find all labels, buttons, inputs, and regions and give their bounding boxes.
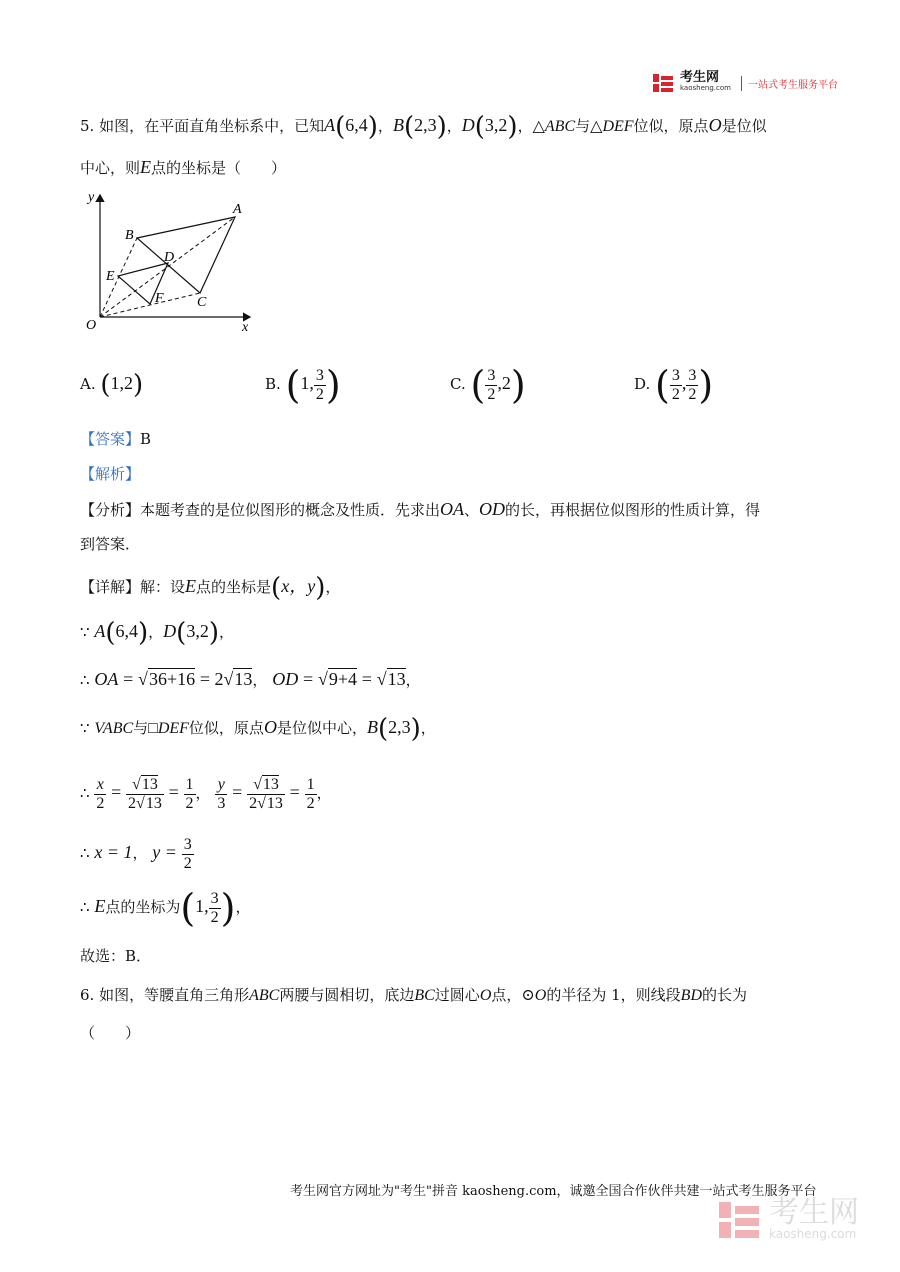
segment-bc: BC: [414, 987, 435, 1004]
answer-line: [80, 428, 151, 450]
sep: ，: [420, 719, 436, 737]
paren: ): [325, 363, 341, 407]
numerator: 3: [183, 835, 192, 853]
paren: (: [176, 618, 187, 648]
paren: (: [180, 886, 196, 930]
sqrt-sign: √: [138, 669, 148, 689]
coord-d: 3,2: [484, 115, 508, 135]
denominator: 2: [183, 854, 192, 872]
point-b: B: [366, 717, 378, 737]
paren: ): [133, 370, 144, 400]
paren: ): [410, 714, 421, 744]
watermark-logo-icon: [717, 1198, 761, 1242]
watermark-text: 考生网: [769, 1195, 859, 1230]
point-e: E: [94, 896, 106, 916]
logo-sub: kaosheng.com: [680, 84, 731, 92]
q5-text: 位似，原点: [633, 117, 709, 135]
denominator: 2: [96, 794, 105, 812]
paren: (: [105, 618, 116, 648]
point-o: O: [708, 115, 722, 135]
option-b[interactable]: [265, 363, 341, 407]
sqrt-sign: √: [376, 669, 387, 689]
equals: =: [289, 782, 300, 802]
step-text: 与: [133, 719, 149, 737]
x-value: x = 1: [94, 842, 133, 862]
fenxi-line1: [80, 498, 760, 521]
label-d: D: [164, 250, 175, 265]
option-label: D.: [634, 375, 651, 393]
q5-text: 与: [575, 117, 591, 135]
point-e: E: [185, 576, 197, 596]
option-label: A.: [80, 375, 96, 393]
point-b: B: [392, 115, 404, 135]
equals: =: [361, 669, 372, 689]
point-a: A: [94, 621, 106, 641]
option-value: 1,2: [110, 373, 134, 393]
because-symbol: ∵: [80, 719, 90, 737]
denominator: 3: [217, 794, 226, 812]
sep: ，: [325, 578, 341, 596]
paren: (: [403, 112, 415, 142]
coef: 2: [128, 794, 137, 812]
label-a: A: [233, 202, 242, 217]
denominator: 2: [306, 794, 315, 812]
paren: ): [315, 573, 326, 603]
coord-a: 6,4: [115, 621, 138, 641]
fenxi-text: 本题考查的是位似图形的概念及性质．先求出: [140, 501, 441, 519]
numerator: 1: [306, 775, 315, 793]
point-o: O: [263, 717, 277, 737]
sep: ，: [148, 623, 164, 641]
paren: ): [137, 618, 149, 648]
sep: ，: [218, 623, 234, 641]
label-e: E: [106, 269, 115, 284]
segment-oa: OA: [94, 669, 119, 689]
detail-tag: 【详解】: [80, 578, 141, 596]
sep: ，: [235, 898, 251, 916]
paren: (: [377, 714, 389, 744]
sep: ，: [195, 784, 211, 802]
sep: 、: [464, 501, 480, 519]
triangle-abc: △ABC: [532, 118, 576, 135]
option-label: B.: [265, 375, 281, 393]
step1: [80, 618, 234, 648]
triangle-def: □DEF: [148, 720, 189, 737]
label-c: C: [197, 295, 207, 310]
point-d: D: [163, 621, 177, 641]
triangle-abc: VABC: [94, 720, 134, 737]
sep: ，: [252, 671, 268, 689]
coordinate-figure: [80, 185, 260, 340]
step4: [80, 770, 332, 815]
numerator: y: [217, 775, 225, 793]
step-text: 位似，原点: [188, 719, 264, 737]
numerator: x: [96, 775, 104, 793]
question-number: 6.: [80, 986, 95, 1004]
equals: =: [303, 669, 314, 689]
q6-text: 的半径为 1，则线段: [546, 986, 681, 1004]
denominator: 2: [671, 385, 680, 403]
q5-text: 中心，则: [80, 159, 141, 177]
fraction-half: [184, 776, 196, 813]
step3: [80, 714, 436, 744]
radicand: 13: [266, 794, 283, 812]
numerator: 3: [671, 366, 680, 384]
paren: (: [100, 370, 111, 400]
fraction: [314, 367, 326, 404]
paren: ): [507, 112, 518, 142]
fenxi-text: 到答案．: [80, 535, 141, 553]
fenxi-text: 的长，再根据位似图形的性质计算，得: [505, 501, 761, 519]
denominator: 2: [210, 908, 219, 926]
comma: ,: [681, 373, 687, 393]
numerator: √13: [132, 775, 158, 793]
paren: (: [271, 573, 282, 603]
triangle-def: △DEF: [590, 118, 634, 135]
coord-int: 1,: [195, 896, 209, 916]
equals: =: [168, 782, 179, 802]
coord-b: 2,3: [388, 717, 411, 737]
detail-text: 解：设: [140, 578, 186, 596]
fraction: [209, 890, 221, 927]
coord-d: 3,2: [186, 621, 209, 641]
paren: (: [474, 112, 485, 142]
answer-value: B: [140, 430, 152, 448]
q6-text: 的长为: [702, 986, 748, 1004]
q6-text: 两腰与圆相切，底边: [279, 986, 415, 1004]
therefore-symbol: ∴: [80, 671, 90, 689]
coord-a: 6,4: [345, 115, 368, 135]
denominator: 2√13: [249, 794, 283, 812]
fraction-root13: [247, 776, 285, 813]
conclusion-text: 故选：B．: [80, 947, 152, 965]
analysis-tag: 【解析】: [80, 465, 141, 483]
numerator: √13: [253, 775, 279, 793]
segment-od: OD: [272, 669, 299, 689]
circle-o: ⊙O: [521, 987, 547, 1004]
fraction-root13: [126, 776, 164, 813]
q6-text: （ ）: [80, 1024, 141, 1042]
numerator: 3: [210, 889, 219, 907]
because-symbol: ∵: [80, 623, 90, 641]
y-axis-label: y: [88, 190, 95, 205]
step6: [80, 884, 251, 930]
step-text: 点的坐标为: [105, 898, 181, 916]
paren: ): [367, 112, 378, 142]
paren: (: [335, 112, 346, 142]
denominator: 2: [688, 385, 697, 403]
kaosheng-logo-icon: [652, 73, 674, 93]
fraction-half: [305, 776, 317, 813]
coef: 2: [249, 794, 258, 812]
logo-text: 考生网: [680, 70, 720, 85]
therefore-symbol: ∴: [80, 898, 90, 916]
numerator: 3: [315, 366, 324, 384]
paren: (: [470, 363, 486, 407]
sqrt-sign: √: [223, 669, 234, 689]
q6-line2: [80, 1022, 140, 1044]
step5: [80, 830, 194, 875]
point-d: D: [461, 115, 475, 135]
paren: ): [220, 886, 236, 930]
fraction: [670, 367, 682, 404]
q5-text: 是位似: [721, 117, 767, 135]
sep: ，: [517, 117, 533, 135]
q6-text: 过圆心: [434, 986, 480, 1004]
sep: ，: [316, 784, 332, 802]
header-logo: [652, 72, 838, 94]
q5-line1: [80, 112, 767, 142]
paren: ): [208, 618, 219, 648]
option-a[interactable]: [80, 370, 143, 400]
paren: ): [698, 363, 714, 407]
segment-oa: OA: [440, 499, 465, 519]
option-label: C.: [450, 375, 466, 393]
fraction-x-2: [94, 776, 106, 813]
footer-text: 考生网官方网址为"考生"拼音 kaosheng.com，诚邀全国合作伙伴共建一站式考生服务平台: [290, 1184, 817, 1199]
paren: ): [510, 363, 526, 407]
numerator: 1: [185, 775, 194, 793]
option-value: 1,: [300, 373, 314, 393]
label-f: F: [155, 291, 164, 306]
numerator: 3: [487, 366, 496, 384]
q5-text: 点的坐标是（ ）: [151, 159, 287, 177]
radicand: 13: [145, 794, 162, 812]
therefore-symbol: ∴: [80, 784, 90, 802]
denominator: 2: [487, 385, 496, 403]
label-o: O: [86, 318, 97, 333]
paren: ): [436, 112, 447, 142]
y-equals: y =: [152, 842, 177, 862]
fenxi-tag: 【分析】: [80, 501, 141, 519]
analysis-line: [80, 463, 140, 485]
fraction: [686, 367, 698, 404]
header-slogan: 一站式考生服务平台: [741, 76, 838, 91]
fraction: [182, 836, 194, 873]
fraction-y-3: [215, 776, 227, 813]
point-a: A: [324, 115, 336, 135]
radicand: 9+4: [328, 669, 357, 689]
radicand: 13: [141, 775, 158, 793]
question-number: 5.: [80, 117, 95, 135]
numerator: 3: [688, 366, 697, 384]
paren: (: [655, 363, 670, 407]
therefore-symbol: ∴: [80, 844, 90, 862]
sep: ，: [132, 844, 148, 862]
radicand: 36+16: [148, 669, 196, 689]
sqrt-sign: √: [317, 669, 328, 689]
equals: =: [123, 669, 134, 689]
x-axis-label: x: [242, 320, 249, 335]
triangle-abc: ABC: [249, 987, 280, 1004]
paren: (: [285, 363, 301, 407]
denominator: 2: [315, 385, 324, 403]
point-o: O: [479, 987, 492, 1004]
sep: ，: [377, 117, 393, 135]
segment-bd: BD: [680, 987, 702, 1004]
equals: =: [111, 782, 122, 802]
q5-text: 如图，在平面直角坐标系中，已知: [99, 117, 325, 135]
point-e: E: [140, 157, 152, 177]
watermark: [717, 1195, 859, 1242]
denominator: 2√13: [128, 794, 162, 812]
radicand: 13: [387, 669, 406, 689]
equals: = 2: [199, 669, 224, 689]
option-d[interactable]: [634, 363, 713, 407]
fraction: [485, 367, 497, 404]
sep: ，: [446, 117, 462, 135]
answer-tag: 【答案】: [80, 430, 141, 448]
segment-od: OD: [479, 499, 506, 519]
label-b: B: [125, 228, 134, 243]
option-c[interactable]: [450, 363, 526, 407]
detail-text: 点的坐标是: [196, 578, 272, 596]
q6-text: 如图，等腰直角三角形: [99, 986, 250, 1004]
detail-line: [80, 573, 341, 603]
sep: ，: [405, 671, 421, 689]
q6-text: 点，: [491, 986, 522, 1004]
coord-b: 2,3: [414, 115, 437, 135]
coord-xy: x，y: [281, 576, 316, 596]
step2: [80, 668, 421, 691]
denominator: 2: [185, 794, 194, 812]
watermark-sub: kaosheng.com: [769, 1227, 857, 1241]
conclusion: [80, 945, 151, 967]
dashed-oc: [100, 293, 200, 317]
fenxi-line2: [80, 533, 140, 555]
q6-line1: [80, 984, 747, 1007]
equals: =: [232, 782, 243, 802]
radicand: 13: [262, 775, 279, 793]
radicand: 13: [234, 669, 253, 689]
step-text: 是位似中心，: [276, 719, 367, 737]
q5-line2: [80, 156, 286, 179]
option-value: ,2: [497, 373, 511, 393]
